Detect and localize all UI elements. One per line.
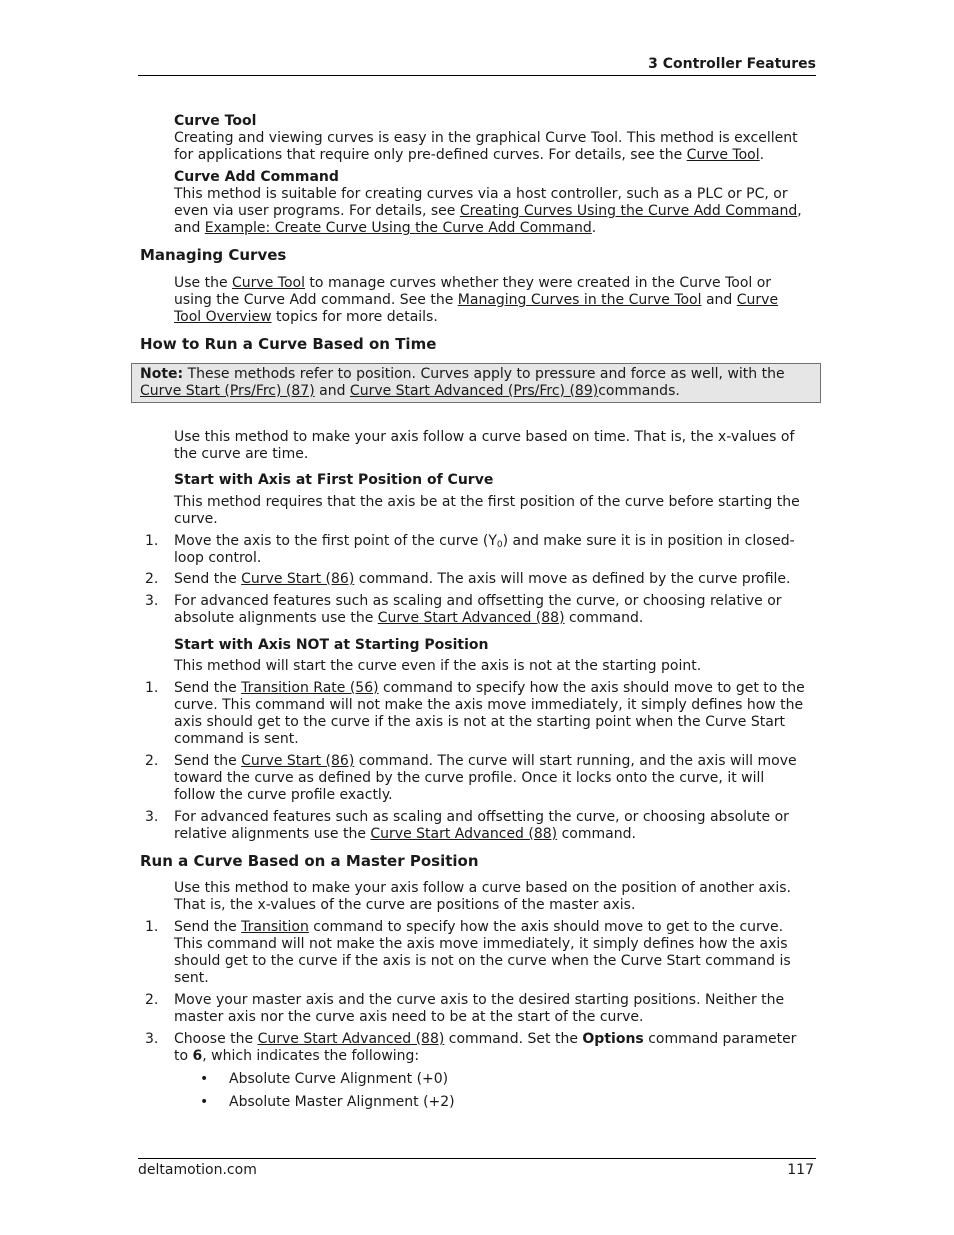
step-text bbox=[174, 809, 789, 843]
text-span: command. Set the bbox=[444, 1031, 583, 1047]
curve-start-link[interactable]: Curve Start (86) bbox=[241, 753, 355, 769]
text-line: axis should get to the curve if the axis is not at the starting point when the Curve Start bbox=[174, 714, 786, 730]
step-text bbox=[174, 919, 791, 987]
text-span: even via user programs. For details, see bbox=[174, 203, 460, 219]
text-line bbox=[174, 571, 791, 588]
text-line: Use this method to make your axis follow a curve based on the position of another axis. bbox=[174, 880, 791, 896]
text-span: . bbox=[591, 220, 597, 236]
text-line bbox=[174, 753, 797, 770]
note-box bbox=[131, 363, 821, 403]
page-number: 117 bbox=[787, 1162, 814, 1178]
subscript: 0 bbox=[496, 540, 503, 550]
text-span: , bbox=[797, 203, 802, 219]
curve-start-advanced-link[interactable]: Curve Start Advanced (88) bbox=[370, 826, 558, 842]
text-line: Creating and viewing curves is easy in the graphical Curve Tool. This method is excellent bbox=[174, 130, 798, 146]
bullet-icon: • bbox=[200, 1094, 209, 1110]
managing-curves-link[interactable]: Managing Curves in the Curve Tool bbox=[457, 292, 702, 308]
options-parameter: Options bbox=[582, 1031, 644, 1047]
text-line bbox=[174, 919, 791, 936]
text-span: Use the bbox=[174, 275, 233, 291]
option-value: 6 bbox=[192, 1048, 203, 1064]
step-number: 2. bbox=[145, 992, 159, 1008]
text-line bbox=[174, 147, 798, 164]
creating-curves-link[interactable]: Creating Curves Using the Curve Add Command bbox=[459, 203, 798, 219]
text-line: the curve are time. bbox=[174, 446, 309, 462]
transition-link[interactable]: Transition bbox=[241, 919, 309, 935]
footer-site[interactable]: deltamotion.com bbox=[138, 1162, 257, 1178]
curve-tool-paragraph bbox=[174, 130, 798, 164]
curve-start-advanced-link[interactable]: Curve Start Advanced (88) bbox=[257, 1031, 445, 1047]
not-start-heading: Start with Axis NOT at Starting Position bbox=[174, 637, 489, 653]
transition-rate-link[interactable]: Transition Rate (56) bbox=[241, 680, 379, 696]
text-line bbox=[174, 610, 782, 627]
page-footer bbox=[138, 1158, 816, 1178]
text-line bbox=[174, 1031, 796, 1048]
text-span: relative alignments use the bbox=[174, 826, 371, 842]
master-section-heading: Run a Curve Based on a Master Position bbox=[140, 852, 479, 870]
step-number: 3. bbox=[145, 1031, 159, 1047]
text-span: and bbox=[701, 292, 737, 308]
bullet-icon: • bbox=[200, 1071, 209, 1087]
text-span: Send the bbox=[174, 571, 242, 587]
text-span: command. bbox=[557, 826, 636, 842]
text-line: This command will not make the axis move immediately, it simply defines how the axis bbox=[174, 936, 788, 952]
step-number: 2. bbox=[145, 571, 159, 587]
text-span: command. The axis will move as defined by the curve profile. bbox=[354, 571, 791, 587]
step-number: 2. bbox=[145, 753, 159, 769]
text-line: curve. This command will not make the axis move immediately, it simply defines how the bbox=[174, 697, 804, 713]
step-number: 1. bbox=[145, 919, 159, 935]
curve-add-paragraph bbox=[174, 186, 802, 237]
text-line bbox=[174, 203, 802, 220]
text-line: master axis nor the curve axis need to be at the start of the curve. bbox=[174, 1009, 644, 1025]
text-line: follow the curve profile exactly. bbox=[174, 787, 393, 803]
text-span: command parameter bbox=[643, 1031, 797, 1047]
curve-tool-link[interactable]: Curve Tool bbox=[232, 275, 305, 291]
master-paragraph bbox=[174, 880, 791, 914]
curve-start-prs-frc-link[interactable]: Curve Start (Prs/Frc) (87) bbox=[140, 383, 315, 399]
text-span: , which indicates the following: bbox=[202, 1048, 420, 1064]
curve-add-heading: Curve Add Command bbox=[174, 169, 339, 185]
curve-start-advanced-prs-frc-link[interactable]: Curve Start Advanced (Prs/Frc) (89) bbox=[349, 383, 599, 399]
chapter-title: 3 Controller Features bbox=[648, 56, 816, 72]
text-span: commands. bbox=[598, 383, 680, 399]
text-line bbox=[174, 309, 778, 326]
bullet-item: Absolute Master Alignment (+2) bbox=[229, 1094, 455, 1110]
text-line: sent. bbox=[174, 970, 209, 986]
text-line: For advanced features such as scaling and offsetting the curve, or choosing relative or bbox=[174, 593, 782, 609]
text-span: Move the axis to the first point of the curve (Y bbox=[174, 533, 497, 549]
text-line bbox=[174, 275, 778, 292]
example-create-curve-link[interactable]: Example: Create Curve Using the Curve Add Command bbox=[204, 220, 592, 236]
text-span: Send the bbox=[174, 753, 242, 769]
text-span: absolute alignments use the bbox=[174, 610, 378, 626]
step-text bbox=[174, 593, 782, 627]
text-span: ) and make sure it is in position in closed- bbox=[502, 533, 795, 549]
text-line: command is sent. bbox=[174, 731, 299, 747]
curve-tool-overview-link[interactable]: Tool Overview bbox=[174, 309, 272, 325]
step-number: 1. bbox=[145, 533, 159, 549]
text-span: topics for more details. bbox=[271, 309, 438, 325]
text-line: For advanced features such as scaling and offsetting the curve, or choosing absolute or bbox=[174, 809, 789, 825]
text-span: to bbox=[174, 1048, 193, 1064]
text-line bbox=[174, 533, 795, 550]
first-position-heading: Start with Axis at First Position of Curve bbox=[174, 472, 494, 488]
curve-tool-heading: Curve Tool bbox=[174, 113, 257, 129]
text-line bbox=[174, 680, 805, 697]
step-number: 3. bbox=[145, 809, 159, 825]
text-span: and bbox=[314, 383, 350, 399]
text-line: Move your master axis and the curve axis to the desired starting positions. Neither the bbox=[174, 992, 785, 1008]
text-line: This method requires that the axis be at the first position of the curve before starting the bbox=[174, 494, 800, 510]
note-label: Note: bbox=[140, 366, 184, 382]
bullet-item: Absolute Curve Alignment (+0) bbox=[229, 1071, 449, 1087]
text-line: That is, the x-values of the curve are positions of the master axis. bbox=[174, 897, 636, 913]
text-line: curve. bbox=[174, 511, 218, 527]
not-start-paragraph: This method will start the curve even if the axis is not at the starting point. bbox=[174, 658, 702, 674]
curve-tool-overview-link[interactable]: Curve bbox=[736, 292, 779, 308]
time-section-heading: How to Run a Curve Based on Time bbox=[140, 335, 437, 353]
curve-start-advanced-link[interactable]: Curve Start Advanced (88) bbox=[377, 610, 565, 626]
text-span: for applications that require only pre-defined curves. For details, see the bbox=[174, 147, 687, 163]
text-line bbox=[174, 292, 778, 309]
text-line: loop control. bbox=[174, 550, 262, 566]
curve-tool-link[interactable]: Curve Tool bbox=[686, 147, 760, 163]
text-line bbox=[174, 1048, 796, 1065]
text-span: and bbox=[174, 220, 205, 236]
step-number: 1. bbox=[145, 680, 159, 696]
text-span: Send the bbox=[174, 680, 242, 696]
text-span: to manage curves whether they were created in the Curve Tool or bbox=[304, 275, 772, 291]
first-position-paragraph bbox=[174, 494, 800, 528]
text-line bbox=[140, 383, 820, 400]
managing-curves-heading: Managing Curves bbox=[140, 246, 287, 264]
page-header bbox=[138, 56, 816, 76]
text-line: This method is suitable for creating curves via a host controller, such as a PLC or PC, or bbox=[174, 186, 788, 202]
text-line bbox=[174, 220, 802, 237]
text-span: Choose the bbox=[174, 1031, 258, 1047]
step-text bbox=[174, 753, 797, 804]
text-span: . bbox=[759, 147, 765, 163]
step-text bbox=[174, 571, 791, 588]
text-span: These methods refer to position. Curves apply to pressure and force as well, with the bbox=[183, 366, 785, 382]
step-number: 3. bbox=[145, 593, 159, 609]
text-line bbox=[174, 826, 789, 843]
step-text bbox=[174, 992, 784, 1026]
text-line: Use this method to make your axis follow a curve based on time. That is, the x-values of bbox=[174, 429, 795, 445]
text-span: using the Curve Add command. See the bbox=[174, 292, 458, 308]
managing-curves-paragraph bbox=[174, 275, 778, 326]
text-span: command to specify how the axis should move to get to the curve. bbox=[308, 919, 784, 935]
step-text bbox=[174, 533, 795, 567]
text-line: toward the curve as defined by the curve profile. Once it locks onto the curve, it will bbox=[174, 770, 765, 786]
time-intro-paragraph bbox=[174, 429, 794, 463]
step-text bbox=[174, 1031, 796, 1065]
text-line: should get to the curve if the axis is not on the curve when the Curve Start command is bbox=[174, 953, 791, 969]
text-span: command. The curve will start running, and the axis will move bbox=[354, 753, 797, 769]
text-span: command. bbox=[564, 610, 644, 626]
text-line bbox=[140, 366, 820, 383]
text-span: command to specify how the axis should move to get to the bbox=[378, 680, 805, 696]
step-text bbox=[174, 680, 805, 748]
curve-start-link[interactable]: Curve Start (86) bbox=[241, 571, 355, 587]
text-span: Send the bbox=[174, 919, 242, 935]
